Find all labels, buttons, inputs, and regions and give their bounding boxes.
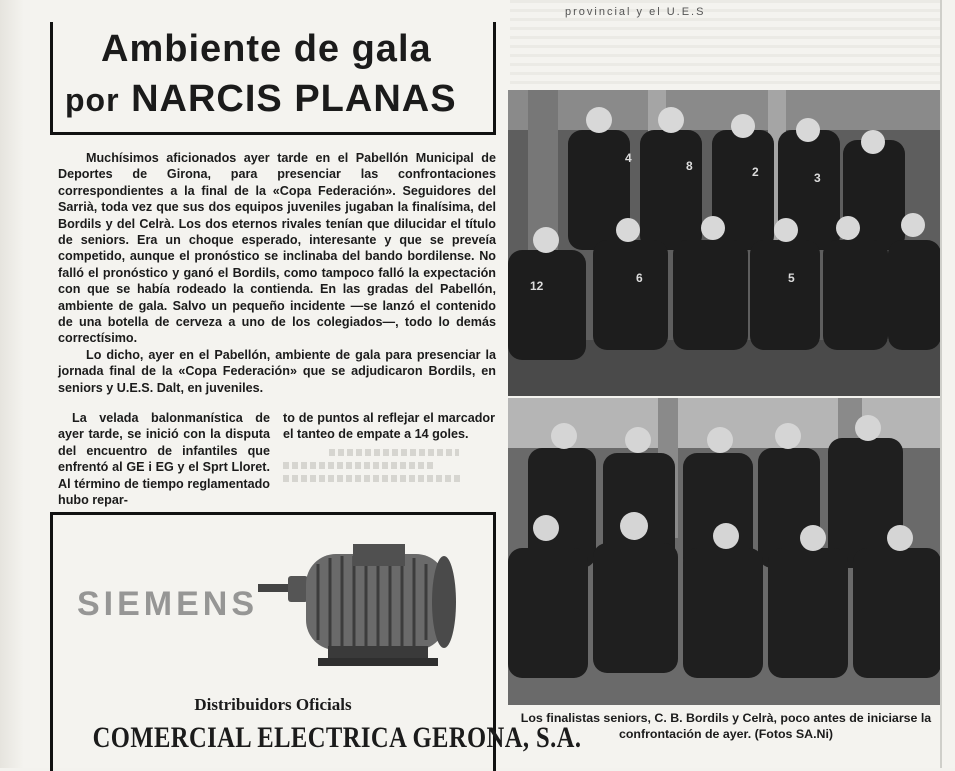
article-paragraph-1: Muchísimos aficionados ayer tarde en el Pabellón Municipal de Deportes de Girona, para presenciar las confrontaciones correspondientes a la final de la «Copa Federación». Seguidores del Sarrià, toda vez que sus dos equipos juveniles jugaban la finalísima, del Bordils y del Celrà. Los dos eternos rivales tenían que dilucidar el título de seniors. Era un choque esperado, interesante y que se preveía competido, aunque el pronóstico se inclinaba del bando bordilense. No falló el pronóstico y ganó el Bordils, como tampoco falló la expectación con que se había rodeado la contienda. En las gradas del Pabellón, ambiente de gala. Salvo un pequeño incidente —se lanzó el contenido de una botella de cerveza a uno de los colegiados—, todo lo demás correctísimo. bbox=[58, 151, 496, 346]
headline-box bbox=[50, 22, 496, 135]
column-2-text: to de puntos al reflejar el marcador el tanteo de empate a 14 goles. bbox=[283, 411, 495, 442]
article-paragraph-2: Lo dicho, ayer en el Pabellón, ambiente de gala para presenciar la jornada final de la «Copa Federación» que se adjudicaron Bordils, en seniors y U.E.S. Dalt, en juveniles. bbox=[58, 347, 496, 395]
svg-text:6: 6 bbox=[636, 271, 643, 285]
team-photo-bordils bbox=[508, 90, 941, 396]
faded-line bbox=[283, 462, 433, 469]
article-body bbox=[58, 150, 496, 396]
svg-text:2: 2 bbox=[752, 165, 759, 179]
ad-distributors-label: Distribuidors Oficials bbox=[194, 695, 352, 714]
svg-text:12: 12 bbox=[530, 279, 544, 293]
article-column-1 bbox=[58, 410, 270, 508]
faded-header-text: provincial y el U.E.S bbox=[565, 6, 706, 18]
article-column-2 bbox=[283, 410, 495, 488]
faded-line bbox=[283, 475, 463, 482]
svg-text:8: 8 bbox=[686, 159, 693, 173]
ad-company-name: COMERCIAL ELECTRICA GERONA, S.A. bbox=[92, 721, 582, 754]
photo-caption: Los finalistas seniors, C. B. Bordils y Celrà, poco antes de iniciarse la confrontación de ayer. (Fotos SA.Ni) bbox=[520, 711, 932, 741]
headline-byline bbox=[65, 78, 457, 121]
ad-brand-logo: SIEMENS bbox=[77, 585, 259, 623]
svg-text:4: 4 bbox=[625, 151, 632, 165]
team-photo-1-image bbox=[508, 90, 941, 396]
faded-line bbox=[329, 449, 459, 456]
page-edge-rule bbox=[940, 0, 942, 768]
svg-text:3: 3 bbox=[814, 171, 821, 185]
electric-motor-illustration bbox=[258, 540, 458, 675]
advertisement-box bbox=[50, 512, 582, 771]
column-1-text: La velada balonmanística de ayer tarde, se inició con la disputa del encuentro de infantiles que enfrentó al GE i EG y el Sprt Lloret. Al término de tiempo reglamentado hubo repar- bbox=[58, 411, 270, 508]
team-photo-2-image bbox=[508, 398, 941, 705]
headline-title: Ambiente de gala bbox=[101, 28, 432, 70]
faded-text-lines bbox=[283, 449, 495, 482]
scan-edge bbox=[0, 0, 24, 768]
byline-author: NARCIS PLANAS bbox=[131, 78, 457, 120]
svg-text:5: 5 bbox=[788, 271, 795, 285]
byline-prefix: por bbox=[65, 82, 120, 118]
team-photo-celra bbox=[508, 398, 941, 705]
